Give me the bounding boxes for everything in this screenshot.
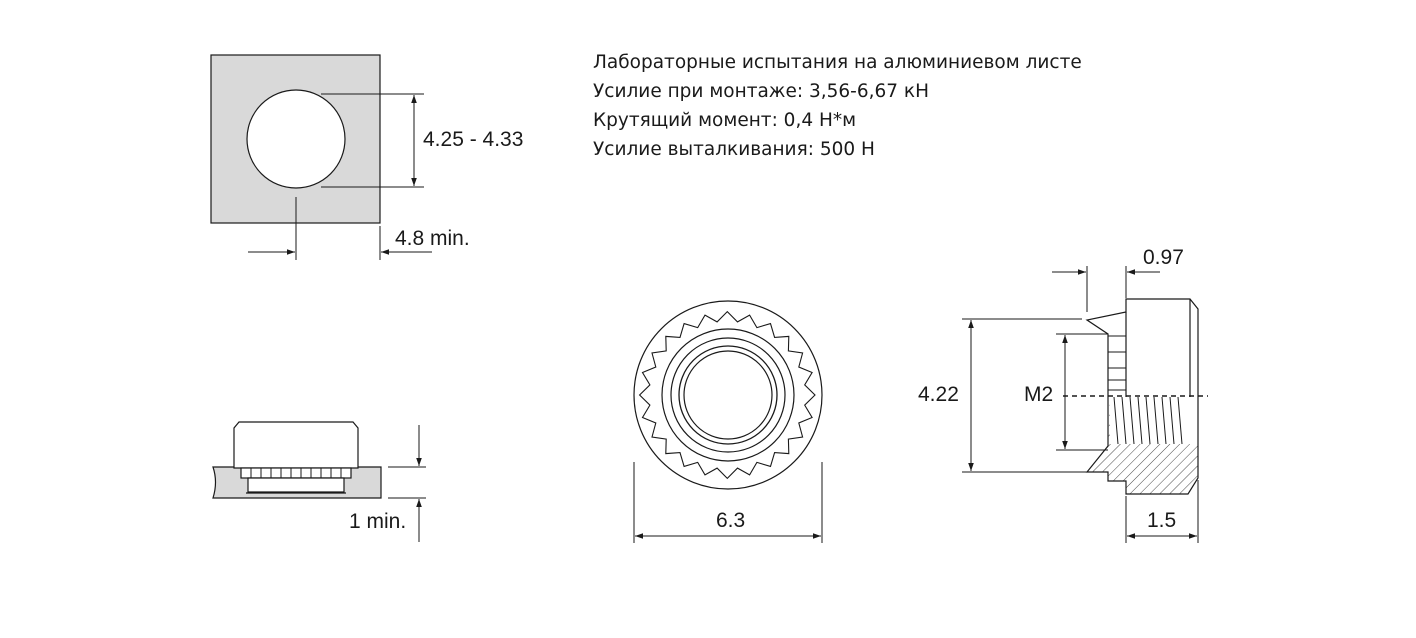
spec-torque: Крутящий момент: 0,4 Н*м	[593, 110, 857, 131]
spec-pushout-force: Усилие выталкивания: 500 Н	[593, 139, 875, 160]
serration-ring	[640, 312, 815, 479]
outer-diameter-label: 6.3	[716, 509, 746, 532]
head-length-label: 1.5	[1147, 509, 1177, 532]
hole-diameter-label: 4.25 - 4.33	[423, 128, 524, 151]
knurl-band	[241, 468, 351, 478]
thread-label: M2	[1024, 383, 1054, 406]
spec-installation-force: Усилие при монтаже: 3,56-6,67 кН	[593, 81, 929, 102]
height-label: 4.22	[918, 383, 959, 406]
head-circle	[662, 329, 794, 461]
bore-inner	[684, 351, 772, 439]
nut-section-view	[962, 266, 1208, 543]
bore-outer	[679, 346, 777, 444]
sheet-thickness-label: 1 min.	[349, 510, 407, 533]
nut-shank	[248, 478, 344, 492]
chamfer-circle	[671, 338, 785, 452]
mounting-hole	[247, 90, 345, 188]
specs-title: Лабораторные испытания на алюминиевом листе	[593, 52, 1082, 73]
nut-head	[234, 422, 358, 468]
edge-distance-label: 4.8 min.	[395, 227, 470, 250]
shank-offset-label: 0.97	[1143, 246, 1184, 269]
serration-ticks	[1108, 336, 1126, 390]
nut-top-view	[634, 301, 822, 543]
test-specs	[593, 48, 1082, 164]
